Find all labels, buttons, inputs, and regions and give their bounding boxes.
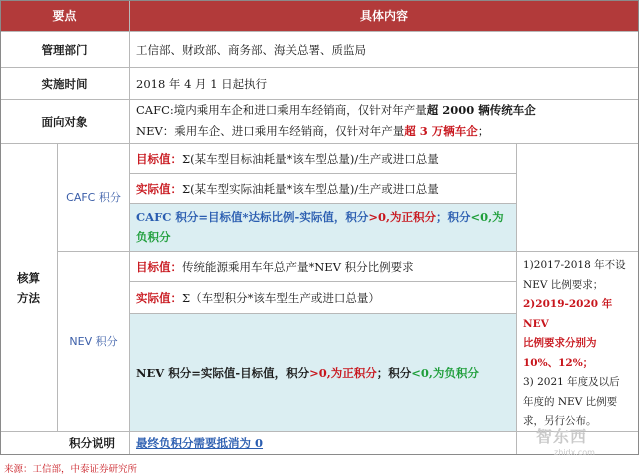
nev-actual (130, 282, 517, 314)
cafc-score-gt: >0,为 (368, 210, 402, 224)
target-line-cafc (136, 100, 632, 121)
cafc-target (130, 144, 517, 174)
target-line-nev (136, 121, 632, 142)
note-line-2: NEV 比例要求； (523, 278, 604, 291)
header-col-key-points: 要点 (0, 0, 130, 32)
cafc-note-empty (517, 144, 639, 252)
nev-score (130, 314, 517, 432)
nev-score-gt: >0,为 (309, 365, 343, 380)
row-label-time: 实施时间 (0, 68, 130, 100)
watermark-logo: 智东西 (536, 427, 588, 446)
source-note: 来源：工信部，中泰证券研究所 (4, 464, 138, 475)
nev-notes (517, 252, 639, 432)
row-value-explain (130, 432, 517, 455)
row-value-dept: 工信部、财政部、商务部、海关总署、质监局 (130, 32, 639, 68)
cafc-target-formula: Σ(某车型目标油耗量*该车型总量)/生产或进口总量 (182, 151, 439, 166)
cafc-actual-formula: Σ(某车型实际油耗量*该车型总量)/生产或进口总量 (182, 181, 439, 196)
target-nev-tail: ； (477, 124, 490, 138)
row-value-target (130, 100, 639, 144)
row-value-time: 2018 年 4 月 1 日起执行 (130, 68, 639, 100)
cafc-label: CAFC 积分 (58, 144, 130, 252)
target-cafc-text: CAFC:境内乘用车企和进口乘用车经销商，仅针对年产量 (136, 103, 427, 117)
target-nev-text: NEV：乘用车企、进口乘用车经销商，仅针对年产量 (136, 124, 405, 138)
row-label-dept: 管理部门 (0, 32, 130, 68)
note-line-3: 2)2019-2020 年 NEV (523, 298, 613, 330)
nev-score-formula: NEV 积分=实际值-目标值，积分 (136, 365, 310, 380)
nev-target-label: 目标值： (136, 259, 182, 274)
note-line-6: 3) 2021 年度及以后 (523, 376, 620, 388)
note-line-5: 10%、12%； (523, 356, 594, 369)
nev-target (130, 252, 517, 282)
cafc-actual (130, 174, 517, 204)
method-label-line-2: 方法 (17, 290, 40, 305)
note-line-8: 求，另行公布。 (523, 415, 597, 427)
nev-score-positive: 正积分 (342, 365, 377, 380)
nev-label: NEV 积分 (58, 252, 130, 432)
explain-text: 最终负积分需要抵消为 0 (136, 436, 264, 450)
note-line-4: 比例要求分别为 (523, 337, 597, 349)
target-nev-emphasis: 超 3 万辆车企 (404, 124, 478, 138)
note-line-1: 1)2017-2018 年不设 (523, 259, 626, 271)
watermark-url: zhidx.com (554, 448, 595, 457)
row-label-explain: 积分说明 (0, 432, 130, 455)
nev-actual-label: 实际值： (136, 290, 182, 305)
nev-score-negative: <0,为负积分 (411, 365, 479, 380)
note-line-7: 年度的 NEV 比例要 (523, 395, 618, 408)
row-label-target: 面向对象 (0, 100, 130, 144)
target-cafc-emphasis: 超 2000 辆传统车企 (426, 103, 536, 117)
cafc-actual-label: 实际值： (136, 181, 182, 196)
nev-actual-formula: Σ（车型积分*该车型生产或进口总量） (182, 290, 380, 305)
cafc-score-positive: 正积分 (401, 210, 436, 224)
cafc-score-mid: ；积分 (435, 210, 471, 224)
cafc-score-negative: <0,为负积分 (136, 210, 504, 244)
cafc-score (130, 204, 517, 252)
nev-score-mid: ；积分 (376, 365, 412, 380)
cafc-score-formula: CAFC 积分=目标值*达标比例-实际值，积分 (136, 210, 369, 224)
header-col-details: 具体内容 (130, 0, 639, 32)
row-label-method (0, 144, 58, 432)
cafc-target-label: 目标值： (136, 151, 182, 166)
nev-target-formula: 传统能源乘用车年总产量*NEV 积分比例要求 (182, 259, 414, 274)
method-label-line-1: 核算 (17, 270, 40, 285)
